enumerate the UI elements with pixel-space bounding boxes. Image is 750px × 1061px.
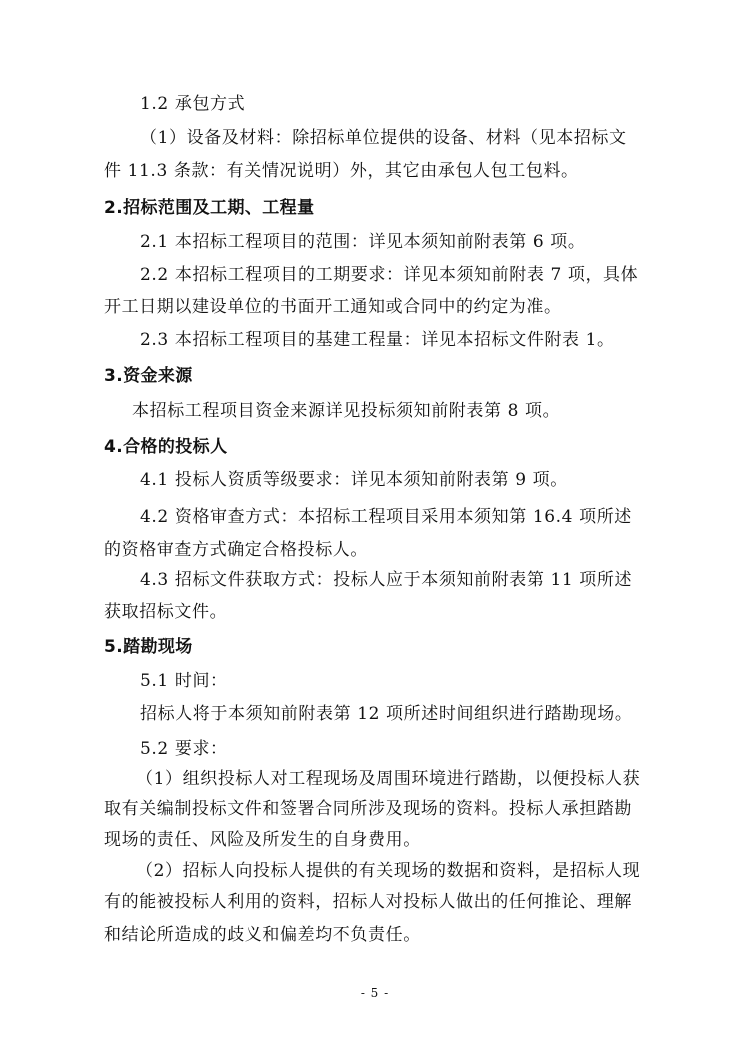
section-2-heading: 2.招标范围及工期、工程量	[104, 198, 315, 218]
paragraph-line: 5.2 要求：	[140, 739, 228, 759]
paragraph-line: （1）设备及材料：除招标单位提供的设备、材料（见本招标文	[140, 128, 627, 148]
paragraph-line: 件 11.3 条款：有关情况说明）外，其它由承包人包工包料。	[104, 161, 579, 181]
paragraph-line: 2.2 本招标工程项目的工期要求：详见本须知前附表 7 项，具体	[140, 265, 639, 285]
paragraph-line: 4.3 招标文件获取方式：投标人应于本须知前附表第 11 项所述	[140, 570, 633, 590]
page-number: - 5 -	[360, 986, 390, 1000]
paragraph-line: （2）招标人向投标人提供的有关现场的数据和资料，是招标人现	[136, 861, 641, 881]
section-4-heading: 4.合格的投标人	[104, 437, 228, 457]
paragraph-line: 5.1 时间：	[140, 671, 228, 691]
paragraph-line: 2.3 本招标工程项目的基建工程量：详见本招标文件附表 1。	[140, 330, 615, 350]
paragraph-line: （1）组织投标人对工程现场及周围环境进行踏勘，以便投标人获	[136, 769, 641, 789]
paragraph-line: 有的能被投标人利用的资料，招标人对投标人做出的任何推论、理解	[104, 892, 632, 912]
section-5-heading: 5.踏勘现场	[104, 637, 193, 657]
paragraph-line: 招标人将于本须知前附表第 12 项所述时间组织进行踏勘现场。	[140, 704, 633, 724]
paragraph-line: 2.1 本招标工程项目的范围：详见本须知前附表第 6 项。	[140, 232, 586, 252]
paragraph-line: 4.2 资格审查方式：本招标工程项目采用本须知第 16.4 项所述	[140, 507, 632, 527]
paragraph-line: 获取招标文件。	[104, 602, 228, 622]
section-3-heading: 3.资金来源	[104, 366, 193, 386]
paragraph-line: 4.1 投标人资质等级要求：详见本须知前附表第 9 项。	[140, 470, 568, 490]
paragraph-line: 和结论所造成的歧义和偏差均不负责任。	[104, 925, 421, 945]
paragraph-line: 的资格审查方式确定合格投标人。	[104, 540, 368, 560]
subsection-1-2-heading: 1.2 承包方式	[140, 94, 246, 114]
paragraph-line: 开工日期以建设单位的书面开工通知或合同中的约定为准。	[104, 297, 562, 317]
paragraph-line: 本招标工程项目资金来源详见投标须知前附表第 8 项。	[132, 401, 561, 421]
paragraph-line: 取有关编制投标文件和签署合同所涉及现场的资料。投标人承担踏勘	[104, 799, 632, 819]
paragraph-line: 现场的责任、风险及所发生的自身费用。	[104, 830, 421, 850]
